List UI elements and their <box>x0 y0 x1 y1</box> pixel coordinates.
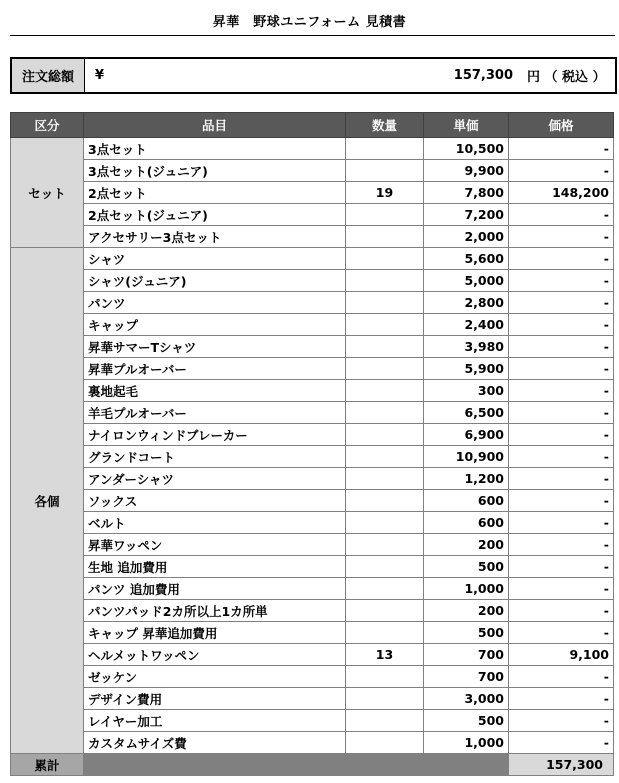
unit-price-cell: 3,000 <box>424 688 509 710</box>
table-row <box>11 710 614 732</box>
amount-cell: - <box>509 270 614 292</box>
item-cell: 生地 追加費用 <box>84 556 346 578</box>
unit-price-cell: 3,980 <box>424 336 509 358</box>
quantity-cell <box>346 710 424 732</box>
item-cell: レイヤー加工 <box>84 710 346 732</box>
table-row <box>11 688 614 710</box>
item-cell: ベルト <box>84 512 346 534</box>
table-row <box>11 160 614 182</box>
amount-cell: - <box>509 732 614 754</box>
item-cell: 2点セット <box>84 182 346 204</box>
quantity-cell <box>346 732 424 754</box>
item-cell: キャップ 昇華追加費用 <box>84 622 346 644</box>
table-row <box>11 270 614 292</box>
table-row <box>11 468 614 490</box>
table-row <box>11 336 614 358</box>
amount-cell: - <box>509 622 614 644</box>
amount-cell: - <box>509 292 614 314</box>
quantity-cell <box>346 270 424 292</box>
order-total-label: 注文総額 <box>12 59 85 92</box>
amount-cell: - <box>509 226 614 248</box>
category-cell: 各個 <box>11 248 84 754</box>
summary-row <box>11 754 614 776</box>
item-cell: ナイロンウィンドブレーカー <box>84 424 346 446</box>
item-cell: カスタムサイズ費 <box>84 732 346 754</box>
table-row <box>11 556 614 578</box>
table-row <box>11 204 614 226</box>
header-category: 区分 <box>11 113 84 138</box>
item-cell: 昇華プルオーバー <box>84 358 346 380</box>
table-row <box>11 226 614 248</box>
table-row <box>11 490 614 512</box>
item-cell: デザイン費用 <box>84 688 346 710</box>
unit-price-cell: 2,800 <box>424 292 509 314</box>
header-item: 品目 <box>84 113 346 138</box>
unit-price-cell: 500 <box>424 556 509 578</box>
unit-price-cell: 5,000 <box>424 270 509 292</box>
unit-price-cell: 5,900 <box>424 358 509 380</box>
table-row <box>11 292 614 314</box>
table-row <box>11 446 614 468</box>
amount-cell: 148,200 <box>509 182 614 204</box>
quantity-cell <box>346 402 424 424</box>
quantity-cell <box>346 512 424 534</box>
amount-cell: - <box>509 512 614 534</box>
unit-price-cell: 300 <box>424 380 509 402</box>
unit-price-cell: 9,900 <box>424 160 509 182</box>
item-cell: ソックス <box>84 490 346 512</box>
table-header-row <box>11 113 614 138</box>
table-row <box>11 358 614 380</box>
amount-cell: - <box>509 534 614 556</box>
amount-cell: - <box>509 138 614 160</box>
unit-price-cell: 6,900 <box>424 424 509 446</box>
amount-cell: - <box>509 688 614 710</box>
unit-price-cell: 600 <box>424 490 509 512</box>
amount-cell: - <box>509 446 614 468</box>
quote-table-body <box>11 138 614 754</box>
amount-cell: - <box>509 710 614 732</box>
table-row <box>11 424 614 446</box>
table-row <box>11 666 614 688</box>
quantity-cell: 13 <box>346 644 424 666</box>
quantity-cell: 19 <box>346 182 424 204</box>
amount-cell: - <box>509 358 614 380</box>
category-cell: セット <box>11 138 84 248</box>
unit-price-cell: 6,500 <box>424 402 509 424</box>
amount-cell: - <box>509 402 614 424</box>
item-cell: ヘルメットワッペン <box>84 644 346 666</box>
header-quantity: 数量 <box>346 113 424 138</box>
quantity-cell <box>346 688 424 710</box>
quantity-cell <box>346 204 424 226</box>
quantity-cell <box>346 336 424 358</box>
amount-cell: - <box>509 490 614 512</box>
tax-included-note: 円 （ 税込 ） <box>527 70 606 85</box>
item-cell: 羊毛プルオーバー <box>84 402 346 424</box>
header-unit-price: 単価 <box>424 113 509 138</box>
item-cell: 3点セット <box>84 138 346 160</box>
item-cell: パンツパッド2カ所以上1カ所単 <box>84 600 346 622</box>
amount-cell: - <box>509 160 614 182</box>
unit-price-cell: 7,800 <box>424 182 509 204</box>
summary-label: 累計 <box>11 754 84 776</box>
quantity-cell <box>346 468 424 490</box>
order-total-box <box>10 57 617 94</box>
unit-price-cell: 2,400 <box>424 314 509 336</box>
quantity-cell <box>346 556 424 578</box>
table-row <box>11 248 614 270</box>
summary-value: 157,300 <box>509 754 614 776</box>
unit-price-cell: 5,600 <box>424 248 509 270</box>
item-cell: 裏地起毛 <box>84 380 346 402</box>
item-cell: グランドコート <box>84 446 346 468</box>
unit-price-cell: 10,500 <box>424 138 509 160</box>
table-row <box>11 600 614 622</box>
unit-price-cell: 10,900 <box>424 446 509 468</box>
table-row <box>11 402 614 424</box>
table-row <box>11 380 614 402</box>
page-title: 昇華 野球ユニフォーム 見積書 <box>212 15 407 30</box>
item-cell: パンツ 追加費用 <box>84 578 346 600</box>
item-cell: アクセサリー3点セット <box>84 226 346 248</box>
quantity-cell <box>346 666 424 688</box>
unit-price-cell: 1,200 <box>424 468 509 490</box>
amount-cell: - <box>509 204 614 226</box>
item-cell: ゼッケン <box>84 666 346 688</box>
quote-table <box>10 112 614 776</box>
unit-price-cell: 700 <box>424 666 509 688</box>
unit-price-cell: 200 <box>424 600 509 622</box>
item-cell: パンツ <box>84 292 346 314</box>
item-cell: 昇華ワッペン <box>84 534 346 556</box>
currency-symbol: ¥ <box>95 68 105 83</box>
quantity-cell <box>346 600 424 622</box>
unit-price-cell: 1,000 <box>424 578 509 600</box>
quantity-cell <box>346 138 424 160</box>
amount-cell: - <box>509 380 614 402</box>
summary-spacer <box>84 754 509 776</box>
quantity-cell <box>346 160 424 182</box>
item-cell: 3点セット(ジュニア) <box>84 160 346 182</box>
amount-cell: - <box>509 424 614 446</box>
table-row <box>11 512 614 534</box>
quantity-cell <box>346 226 424 248</box>
unit-price-cell: 500 <box>424 710 509 732</box>
unit-price-cell: 1,000 <box>424 732 509 754</box>
item-cell: 昇華サマーTシャツ <box>84 336 346 358</box>
quantity-cell <box>346 380 424 402</box>
amount-cell: - <box>509 600 614 622</box>
unit-price-cell: 600 <box>424 512 509 534</box>
unit-price-cell: 200 <box>424 534 509 556</box>
table-row <box>11 732 614 754</box>
item-cell: キャップ <box>84 314 346 336</box>
item-cell: シャツ <box>84 248 346 270</box>
quantity-cell <box>346 578 424 600</box>
unit-price-cell: 700 <box>424 644 509 666</box>
table-row <box>11 644 614 666</box>
item-cell: シャツ(ジュニア) <box>84 270 346 292</box>
title-divider <box>10 35 615 36</box>
table-row <box>11 138 614 160</box>
quantity-cell <box>346 534 424 556</box>
table-row <box>11 622 614 644</box>
amount-cell: - <box>509 248 614 270</box>
quantity-cell <box>346 424 424 446</box>
item-cell: 2点セット(ジュニア) <box>84 204 346 226</box>
amount-cell: - <box>509 314 614 336</box>
amount-cell: - <box>509 556 614 578</box>
amount-cell: - <box>509 578 614 600</box>
amount-cell: 9,100 <box>509 644 614 666</box>
header-amount: 価格 <box>509 113 614 138</box>
order-total-amount: 157,300 <box>453 68 513 83</box>
quantity-cell <box>346 292 424 314</box>
quantity-cell <box>346 314 424 336</box>
quantity-cell <box>346 490 424 512</box>
table-row <box>11 314 614 336</box>
unit-price-cell: 2,000 <box>424 226 509 248</box>
table-row <box>11 534 614 556</box>
quantity-cell <box>346 248 424 270</box>
amount-cell: - <box>509 468 614 490</box>
table-row <box>11 182 614 204</box>
item-cell: アンダーシャツ <box>84 468 346 490</box>
amount-cell: - <box>509 666 614 688</box>
quantity-cell <box>346 358 424 380</box>
quantity-cell <box>346 446 424 468</box>
table-row <box>11 578 614 600</box>
quantity-cell <box>346 622 424 644</box>
unit-price-cell: 7,200 <box>424 204 509 226</box>
unit-price-cell: 500 <box>424 622 509 644</box>
amount-cell: - <box>509 336 614 358</box>
